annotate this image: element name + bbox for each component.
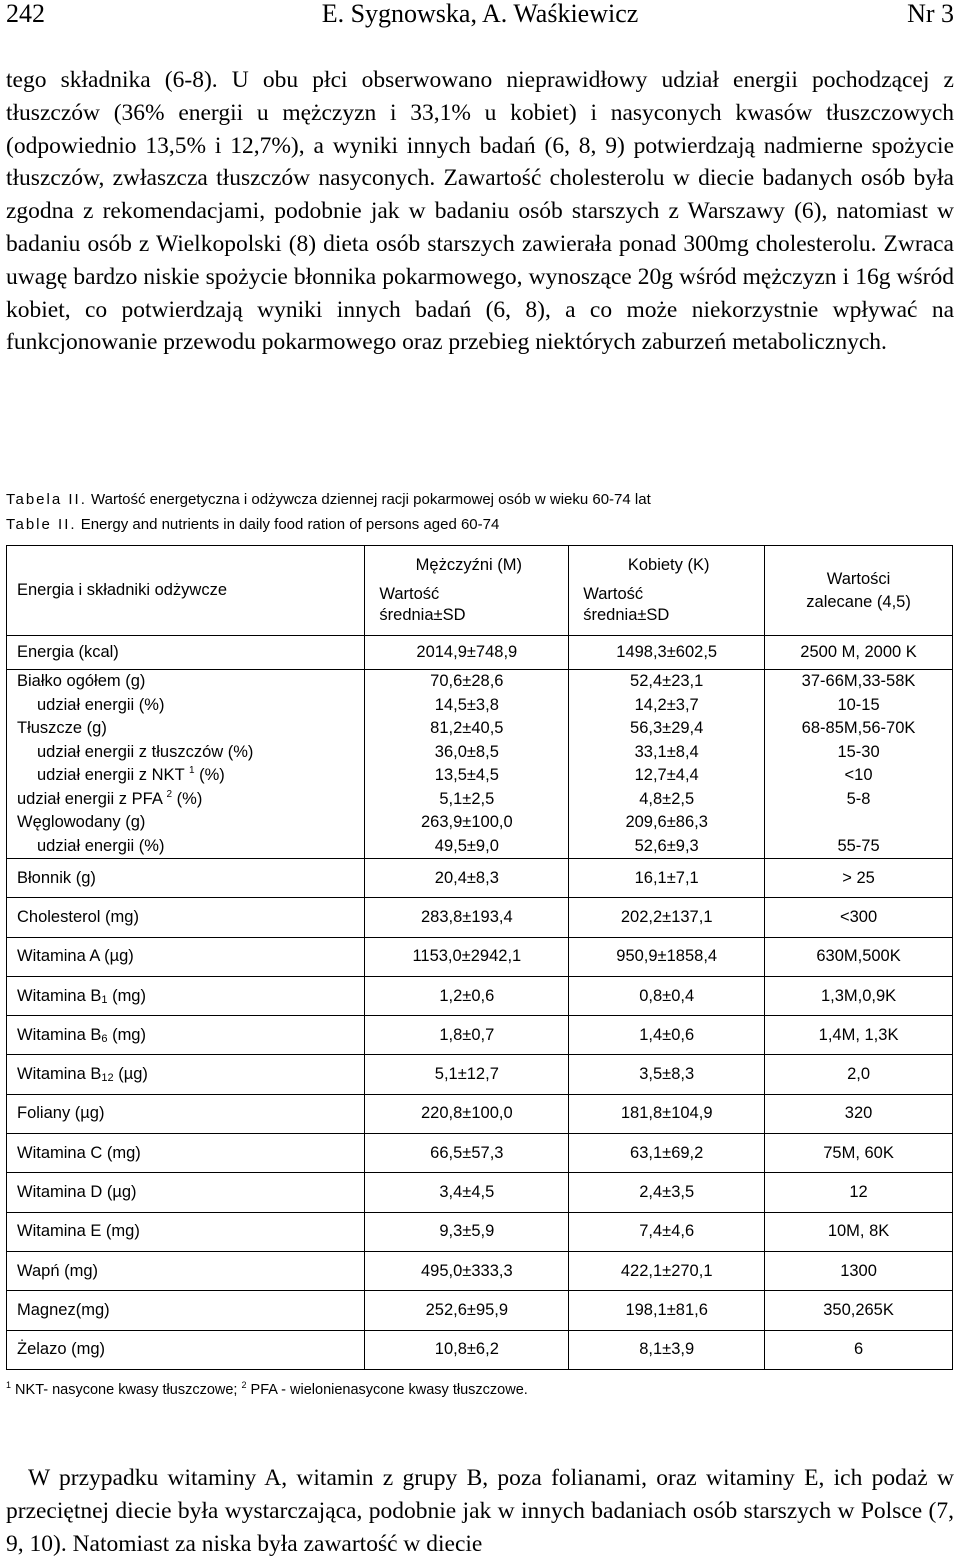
label-carbs: Węglowodany (g) bbox=[17, 813, 146, 831]
footnote-ref-1: 1 bbox=[188, 765, 195, 776]
value-women: 16,1±7,1 bbox=[569, 859, 765, 898]
value-recommended: 320 bbox=[765, 1094, 953, 1133]
value-recommended: 12 bbox=[765, 1173, 953, 1212]
paragraph-text: tego składnika (6-8). U obu płci obserwowano nieprawidłowy udział energii pochodzącej z tłuszczów (36% energii u mężczyzn i 33,1% u kobiet) i nasyconych kwasów tłuszczowych (odpowiednio 13,5% i 12,7%), a wyniki innych badań (6, 8, 9) potwierdzają nadmierne spożycie tłuszczów, zwłaszcza tłuszczów nasyconych. Zawartość cholesterolu w diecie badanych osób była zgodna z rekomendacjami, podobnie jak w badaniu osób starszych z Warszawy (6), natomiast w badaniu osób z Wielkopolski (8) dieta osób starszych zawierała ponad 300mg cholesterolu. Zwraca uwagę bardzo niskie spożycie błonnika pokarmowego, wynoszące 20g wśród mężczyzn i 16g wśród kobiet, co potwierdzają wyniki innych badań (6, 8), a co może niekorzystnie wpływać na funkcjonowanie przewodu pokarmowego oraz przebieg niektórych zaburzeń metabolicznych. bbox=[6, 67, 954, 356]
row-label-sub: 12 bbox=[101, 1072, 114, 1085]
row-label: Witamina E (mg) bbox=[7, 1212, 365, 1251]
value-women: 52,6±9,3 bbox=[634, 836, 699, 855]
row-label-text: Witamina B bbox=[17, 1065, 102, 1084]
macro-values-men bbox=[365, 670, 569, 859]
header-authors: E. Sygnowska, A. Waśkiewicz bbox=[321, 0, 639, 28]
value-men: 10,8±6,2 bbox=[365, 1330, 569, 1369]
value-women: 950,9±1858,4 bbox=[569, 937, 765, 976]
value-men: 14,5±3,8 bbox=[434, 695, 499, 714]
value-men: 5,1±2,5 bbox=[439, 789, 495, 808]
label-protein: Białko ogółem (g) bbox=[17, 672, 146, 690]
row-label bbox=[7, 976, 365, 1015]
row-label: Żelazo (mg) bbox=[7, 1330, 365, 1369]
table-row bbox=[7, 1094, 953, 1133]
header-nutrient bbox=[7, 546, 365, 636]
value-women: 12,7±4,4 bbox=[634, 766, 699, 784]
header-nutrient-label: Energia i składniki odżywcze bbox=[17, 581, 228, 599]
row-label-text: Witamina B bbox=[17, 1025, 102, 1044]
label-protein-energy: udział energii (%) bbox=[37, 695, 165, 714]
table-row-energy bbox=[7, 636, 953, 670]
value-recommended: 5-8 bbox=[846, 789, 871, 808]
nutrition-table bbox=[6, 545, 953, 1370]
table-row bbox=[7, 976, 953, 1015]
table-row bbox=[7, 1134, 953, 1173]
label-pfa-text: udział energii z PFA bbox=[17, 789, 162, 808]
value-recommended: 2,0 bbox=[765, 1055, 953, 1094]
value-men: 2014,9±748,9 bbox=[365, 636, 569, 670]
table-header-row bbox=[7, 546, 953, 636]
value-women: 2,4±3,5 bbox=[569, 1173, 765, 1212]
value-recommended: 10M, 8K bbox=[765, 1212, 953, 1251]
value-recommended: 1300 bbox=[765, 1251, 953, 1290]
table-caption-en bbox=[6, 515, 499, 535]
body-paragraph-1 bbox=[6, 64, 954, 359]
value-women: 0,8±0,4 bbox=[569, 976, 765, 1015]
table-caption-pl bbox=[6, 490, 651, 510]
table-row-macronutrients bbox=[7, 670, 953, 859]
body-paragraph-2 bbox=[6, 1462, 954, 1560]
value-women: 7,4±4,6 bbox=[569, 1212, 765, 1251]
value-women: 209,6±86,3 bbox=[625, 813, 708, 831]
table-row bbox=[7, 1212, 953, 1251]
header-recommended bbox=[765, 546, 953, 636]
row-label: Magnez(mg) bbox=[7, 1291, 365, 1330]
footnote-ref-2: 2 bbox=[166, 788, 173, 800]
label-pfa-energy bbox=[17, 788, 354, 812]
table-row bbox=[7, 859, 953, 898]
value-recommended: 1,4M, 1,3K bbox=[765, 1016, 953, 1055]
value-men: 252,6±95,9 bbox=[365, 1291, 569, 1330]
row-label: Witamina D (µg) bbox=[7, 1173, 365, 1212]
header-men-sub: Wartość średnia±SD bbox=[379, 585, 466, 624]
value-women: 1498,3±602,5 bbox=[569, 636, 765, 670]
table-title-pl: Wartość energetyczna i odżywcza dziennej racji pokarmowej osób w wieku 60-74 lat bbox=[91, 491, 651, 508]
value-recommended: 10-15 bbox=[837, 695, 880, 714]
value-recommended: 2500 M, 2000 K bbox=[765, 636, 953, 670]
header-women-sub: Wartość średnia±SD bbox=[583, 585, 670, 624]
row-label-text: Witamina B bbox=[17, 986, 102, 1005]
value-women: 8,1±3,9 bbox=[569, 1330, 765, 1369]
label-fat-energy: udział energii z tłuszczów (%) bbox=[37, 742, 254, 761]
value-women: 202,2±137,1 bbox=[569, 898, 765, 937]
value-recommended: 6 bbox=[765, 1330, 953, 1369]
value-recommended: 37-66M,33-58K bbox=[801, 672, 916, 690]
row-label: Witamina A (µg) bbox=[7, 937, 365, 976]
header-women-label: Kobiety (K) bbox=[627, 556, 710, 574]
row-label-unit: (mg) bbox=[107, 986, 146, 1005]
table-row bbox=[7, 1251, 953, 1290]
value-men: 1153,0±2942,1 bbox=[365, 937, 569, 976]
value-women: 422,1±270,1 bbox=[569, 1251, 765, 1290]
value-recommended: 55-75 bbox=[837, 836, 880, 855]
macro-values-recommended bbox=[765, 670, 953, 859]
row-label bbox=[7, 1016, 365, 1055]
table-row bbox=[7, 1291, 953, 1330]
row-label: Witamina C (mg) bbox=[7, 1134, 365, 1173]
table-label-pl: Tabela II. bbox=[6, 491, 87, 508]
label-pfa-unit: (%) bbox=[176, 789, 203, 808]
table-row bbox=[7, 1173, 953, 1212]
table-row bbox=[7, 898, 953, 937]
value-men: 5,1±12,7 bbox=[365, 1055, 569, 1094]
paragraph-text: W przypadku witaminy A, witamin z grupy B, poza folianami, oraz witaminy E, ich podaż w przeciętnej diecie była wystarczająca, podobnie jak w innych badaniach osób starszych w Polsce (7, 9, 10). Natomiast za niska była zawartość w diecie bbox=[6, 1465, 954, 1557]
label-nkt-text: udział energii z NKT bbox=[37, 766, 185, 784]
value-women: 63,1±69,2 bbox=[569, 1134, 765, 1173]
running-header bbox=[6, 0, 954, 36]
value-recommended: 15-30 bbox=[837, 742, 880, 761]
value-men: 81,2±40,5 bbox=[430, 719, 504, 737]
value-men: 1,2±0,6 bbox=[365, 976, 569, 1015]
row-label: Cholesterol (mg) bbox=[7, 898, 365, 937]
footnote-text-2: PFA - wielonienasycone kwasy tłuszczowe. bbox=[250, 1382, 528, 1398]
table-footnote bbox=[6, 1381, 528, 1399]
footnote-marker-2: 2 bbox=[241, 1380, 247, 1390]
value-women: 3,5±8,3 bbox=[569, 1055, 765, 1094]
value-men: 36,0±8,5 bbox=[434, 742, 499, 761]
page-number: 242 bbox=[6, 0, 45, 28]
row-label-sub: 1 bbox=[101, 993, 108, 1006]
value-men: 13,5±4,5 bbox=[434, 766, 499, 784]
value-women: 181,8±104,9 bbox=[569, 1094, 765, 1133]
table-row bbox=[7, 1016, 953, 1055]
value-men: 9,3±5,9 bbox=[365, 1212, 569, 1251]
header-men-label: Mężczyźni (M) bbox=[415, 556, 522, 574]
label-nkt-unit: (%) bbox=[199, 766, 225, 784]
value-recommended: > 25 bbox=[765, 859, 953, 898]
label-fat: Tłuszcze (g) bbox=[17, 719, 107, 737]
value-women: 33,1±8,4 bbox=[634, 742, 699, 761]
header-rec-label: Wartości zalecane (4,5) bbox=[806, 569, 911, 611]
row-label-unit: (mg) bbox=[107, 1025, 146, 1044]
value-men: 66,5±57,3 bbox=[365, 1134, 569, 1173]
value-men: 20,4±8,3 bbox=[365, 859, 569, 898]
table-row bbox=[7, 1055, 953, 1094]
footnote-text-1: NKT- nasycone kwasy tłuszczowe; bbox=[15, 1382, 238, 1398]
value-men: 3,4±4,5 bbox=[365, 1173, 569, 1212]
row-label: Energia (kcal) bbox=[7, 636, 365, 670]
row-label: Wapń (mg) bbox=[7, 1251, 365, 1290]
label-nkt-energy bbox=[17, 764, 354, 788]
macro-values-women bbox=[569, 670, 765, 859]
value-women: 52,4±23,1 bbox=[630, 672, 704, 690]
issue-number: Nr 3 bbox=[907, 0, 954, 28]
value-men: 220,8±100,0 bbox=[365, 1094, 569, 1133]
row-label: Foliany (µg) bbox=[7, 1094, 365, 1133]
row-label bbox=[7, 1055, 365, 1094]
table-row bbox=[7, 1330, 953, 1369]
table-title-en: Energy and nutrients in daily food ration of persons aged 60-74 bbox=[80, 516, 500, 533]
label-carbs-energy: udział energii (%) bbox=[37, 836, 165, 855]
header-women bbox=[569, 546, 765, 636]
value-recommended: <10 bbox=[844, 766, 873, 784]
value-women: 1,4±0,6 bbox=[569, 1016, 765, 1055]
macro-labels bbox=[7, 670, 365, 859]
value-women: 198,1±81,6 bbox=[569, 1291, 765, 1330]
value-recommended: 350,265K bbox=[765, 1291, 953, 1330]
value-women: 14,2±3,7 bbox=[634, 695, 699, 714]
value-recommended: <300 bbox=[765, 898, 953, 937]
footnote-marker-1: 1 bbox=[6, 1380, 12, 1390]
value-men: 1,8±0,7 bbox=[365, 1016, 569, 1055]
value-recommended: 75M, 60K bbox=[765, 1134, 953, 1173]
value-men: 283,8±193,4 bbox=[365, 898, 569, 937]
value-women: 56,3±29,4 bbox=[630, 719, 704, 737]
row-label-sub: 6 bbox=[101, 1032, 108, 1045]
header-men bbox=[365, 546, 569, 636]
value-women: 4,8±2,5 bbox=[639, 789, 695, 808]
table-label-en: Table II. bbox=[6, 516, 77, 533]
value-recommended: 630M,500K bbox=[765, 937, 953, 976]
value-men: 495,0±333,3 bbox=[365, 1251, 569, 1290]
value-men: 49,5±9,0 bbox=[434, 836, 499, 855]
row-label-unit: (µg) bbox=[113, 1065, 148, 1084]
row-label: Błonnik (g) bbox=[7, 859, 365, 898]
table-row bbox=[7, 937, 953, 976]
value-men: 263,9±100,0 bbox=[421, 813, 513, 831]
value-men: 70,6±28,6 bbox=[430, 672, 504, 690]
value-recommended: 68-85M,56-70K bbox=[801, 719, 916, 737]
value-recommended: 1,3M,0,9K bbox=[765, 976, 953, 1015]
